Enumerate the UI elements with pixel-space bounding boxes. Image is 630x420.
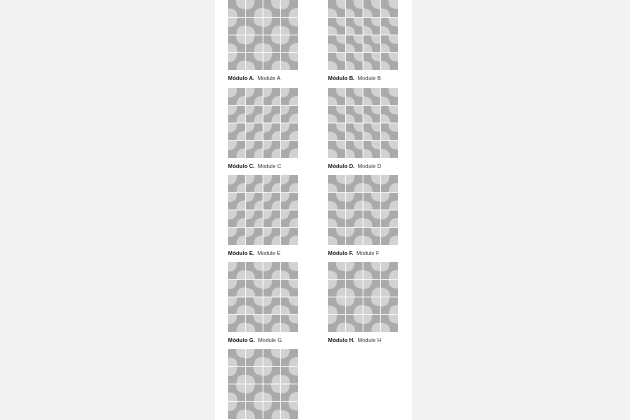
module-c [228, 88, 300, 171]
module-a-code: Módulo A. [228, 76, 255, 82]
module-e-pattern [228, 175, 298, 245]
module-c-code: Módulo C. [228, 164, 255, 170]
module-c-pattern [228, 88, 298, 158]
module-d-pattern [328, 88, 398, 158]
module-g-caption [228, 338, 300, 345]
catalog-page [215, 0, 412, 420]
module-h-code: Módulo H. [328, 338, 355, 344]
module-e-name: Module E [257, 251, 281, 257]
module-g [228, 262, 300, 345]
module-f-code: Módulo F. [328, 251, 354, 257]
module-b [328, 0, 400, 83]
module-h-name: Module H [357, 338, 382, 344]
module-b-name: Module B [357, 76, 381, 82]
module-a-name: Module A [257, 76, 281, 82]
module-g-pattern [228, 262, 298, 332]
module-f-name: Module F [356, 251, 380, 257]
module-d-caption [328, 164, 400, 171]
module-a [228, 0, 300, 83]
module-d-code: Módulo D. [328, 164, 355, 170]
module-f-pattern [328, 175, 398, 245]
module-i [228, 349, 300, 419]
module-h-caption [328, 338, 400, 345]
module-e [228, 175, 300, 258]
module-d [328, 88, 400, 171]
module-b-pattern [328, 0, 398, 70]
module-a-pattern [228, 0, 298, 70]
module-i-pattern [228, 349, 298, 419]
module-g-name: Module G [257, 338, 282, 344]
module-e-code: Módulo E. [228, 251, 255, 257]
module-e-caption [228, 251, 300, 258]
module-g-code: Módulo G. [228, 338, 255, 344]
module-f-caption [328, 251, 400, 258]
module-h-pattern [328, 262, 398, 332]
module-d-name: Module D [357, 164, 382, 170]
module-b-code: Módulo B. [328, 76, 355, 82]
module-h [328, 262, 400, 345]
module-a-caption [228, 76, 300, 83]
module-c-caption [228, 164, 300, 171]
module-b-caption [328, 76, 400, 83]
module-f [328, 175, 400, 258]
module-c-name: Module C [257, 164, 282, 170]
